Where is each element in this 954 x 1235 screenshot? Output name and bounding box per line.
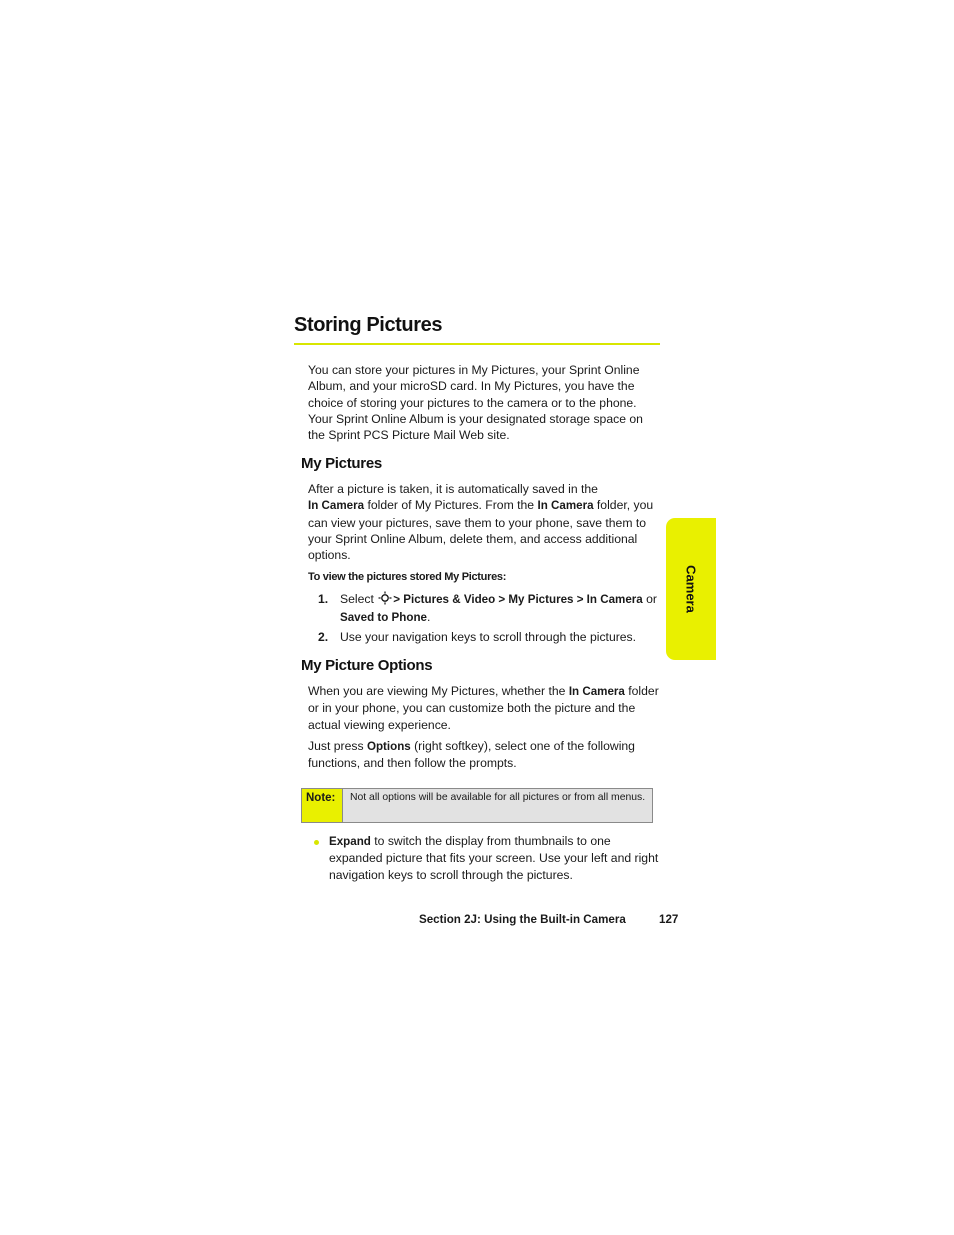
bullet-icon (314, 840, 319, 845)
step-1-end: . (426, 610, 431, 625)
options-p2a: Just press (308, 739, 364, 753)
in-camera-term-2: In Camera (537, 499, 594, 513)
navigation-key-icon (378, 591, 392, 609)
my-pictures-p2: folder of My Pictures. From the (367, 498, 535, 513)
step-1-or: or (646, 592, 657, 606)
note-label: Note: (302, 789, 343, 822)
step-1 (318, 591, 663, 627)
my-pictures-paragraph (308, 481, 660, 563)
intro-paragraph: You can store your pictures in My Pictures, your Sprint Online Album, and your microSD card. In My Pictures, you have the choice of storing your pictures to the camera or to the phone. Your Sprint Online Album is your designated storage space on the Sprint PCS Picture Mail Web site. (308, 363, 643, 443)
step-1-number: 1. (318, 592, 329, 606)
options-p1a: When you are viewing My Pictures, whether the (308, 684, 566, 698)
options-paragraph-2 (308, 738, 660, 772)
page-title: Storing Pictures (294, 314, 660, 345)
expand-term: Expand (329, 835, 371, 848)
options-paragraph-1 (308, 683, 660, 733)
section-side-tab (666, 518, 716, 660)
options-p1b: folder or in your phone, you can customize both the picture and the actual viewing experience. (308, 684, 659, 732)
footer-page-number: 127 (659, 913, 679, 926)
options-softkey-label: Options (366, 740, 411, 753)
step-1-path: > Pictures & Video > My Pictures > In Camera (393, 593, 643, 606)
step-1-select: Select (340, 592, 374, 606)
note-text: Not all options will be available for all pictures or from all menus. (350, 792, 646, 803)
step-2-text: Use your navigation keys to scroll through the pictures. (340, 630, 637, 644)
step-2-number: 2. (318, 630, 329, 644)
side-tab-label: Camera (683, 565, 699, 613)
my-pictures-p1: After a picture is taken, it is automatically saved in the (308, 482, 598, 496)
note-box (301, 788, 653, 823)
step-1-saved-to-phone: Saved to Phone (340, 611, 427, 625)
procedure-title: To view the pictures stored My Pictures: (308, 571, 507, 583)
expand-bullet-item (329, 833, 659, 883)
expand-description: to switch the display from thumbnails to one expanded picture that fits your screen. Use your left and right navigation keys to scroll through the pictures. (329, 834, 659, 882)
in-camera-term: In Camera (308, 499, 365, 513)
my-pictures-heading: My Pictures (301, 455, 382, 472)
step-2 (318, 629, 663, 645)
my-pictures-p3: folder, you can view your pictures, save them to your phone, save them to your Sprint Online Album, delete them, and access additional options. (308, 498, 654, 563)
options-p2b: (right softkey), select one of the following functions, and then follow the prompts. (308, 739, 635, 771)
options-in-camera-term: In Camera (568, 685, 625, 698)
my-picture-options-heading: My Picture Options (301, 657, 433, 674)
footer-section-title: Section 2J: Using the Built-in Camera (419, 913, 626, 926)
